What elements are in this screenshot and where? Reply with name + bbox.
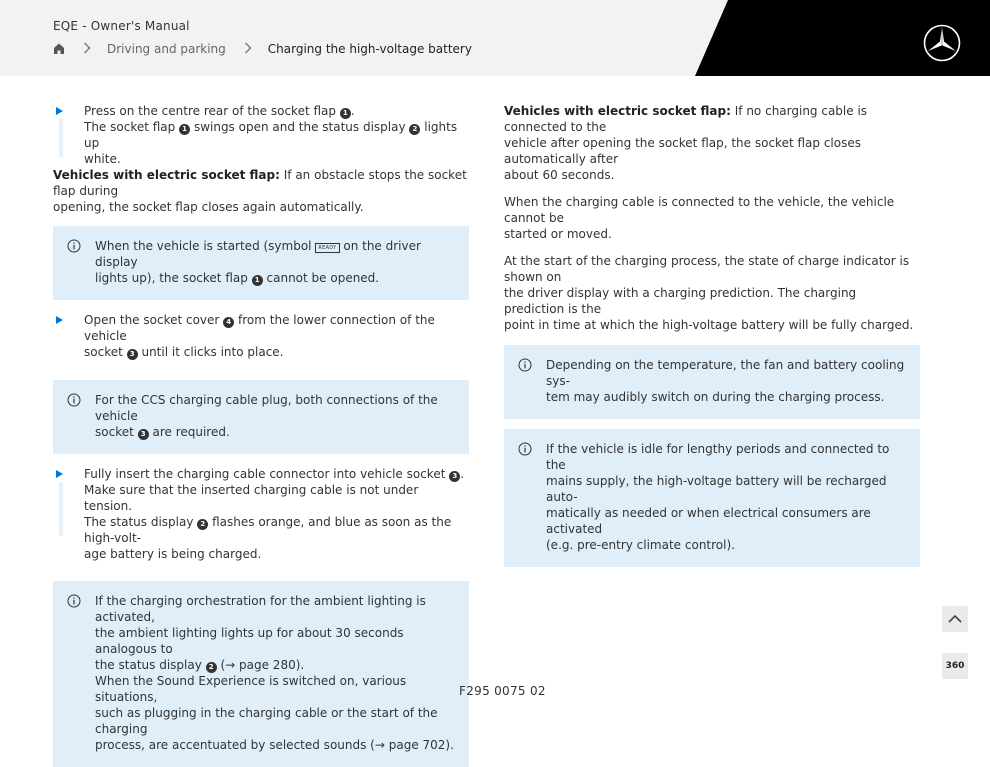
header-bar xyxy=(0,0,990,76)
step-open-flap xyxy=(53,103,469,167)
info-box-fan: Depending on the temperature, the fan and battery cooling sys- tem may audibly switch on during the charging process. xyxy=(504,345,920,419)
chevron-right-icon xyxy=(244,42,254,56)
step-3-result: The status display 2 flashes orange, and blue as soon as the high-volt- xyxy=(84,515,452,545)
link-page-702[interactable]: process, are accentuated by selected sounds (→ page 702). xyxy=(95,738,454,752)
info-icon xyxy=(518,358,532,372)
step-open-cover xyxy=(53,312,469,360)
callout-1: 1 xyxy=(252,275,263,286)
document-code: F295 0075 02 xyxy=(459,684,546,698)
paragraph-cannot-start: When the charging cable is connected to the vehicle, the vehicle cannot be started or moved. xyxy=(504,195,895,241)
note-electric-flap-right: Vehicles with electric socket flap: If no charging cable is connected to the vehicle after opening the socket flap, the socket flap closes automatically after about 60 seconds. xyxy=(504,104,868,182)
callout-4: 4 xyxy=(223,317,234,328)
callout-3: 3 xyxy=(449,471,460,482)
step-1: Press on the centre rear of the socket flap 1 . xyxy=(53,103,469,119)
callout-3: 3 xyxy=(127,349,138,360)
step-3: Fully insert the charging cable connector into vehicle socket 3 . xyxy=(53,466,469,482)
note-electric-flap: Vehicles with electric socket flap: If an obstacle stops the socket flap during opening, the socket flap closes again automatically. xyxy=(53,168,467,214)
chevron-right-icon xyxy=(83,42,93,56)
callout-2: 2 xyxy=(197,519,208,530)
callout-3: 3 xyxy=(138,429,149,440)
scroll-top-button[interactable] xyxy=(942,606,968,632)
chevron-up-icon xyxy=(942,606,968,632)
callout-2: 2 xyxy=(206,662,217,673)
callout-2: 2 xyxy=(409,124,420,135)
step-arrow-icon xyxy=(56,470,63,478)
callout-1: 1 xyxy=(340,108,351,119)
step-3-sub: Make sure that the inserted charging cable is not under tension. xyxy=(84,483,419,513)
step-3-result-cont: age battery is being charged. xyxy=(84,547,262,561)
info-box-idle: If the vehicle is idle for lengthy periods and connected to the mains supply, the high-voltage battery will be recharged auto- matically as needed or when electrical consumers are activated (e.g. pre-entry climate control). xyxy=(504,429,920,567)
breadcrumb-item-charging[interactable]: Charging the high-voltage battery xyxy=(267,42,472,56)
step-2: Open the socket cover 4 from the lower connection of the vehicle socket 3 until it clicks into place. xyxy=(53,312,469,360)
breadcrumb-item-driving[interactable]: Driving and parking xyxy=(107,42,226,56)
breadcrumb xyxy=(53,42,472,56)
info-box-ambient: If the charging orchestration for the ambient lighting is activated, the ambient lighting lights up for about 30 seconds analogous to the status display 2 (→ page 280). When the Sound Experience is switched on, various situations, such as plugging in the charging cable or the start of the charging process, are accentuated by selected sounds (→ page 702). xyxy=(53,581,469,767)
info-icon xyxy=(518,442,532,456)
ready-symbol: READY xyxy=(315,243,339,253)
step-1-result: The socket flap 1 swings open and the status display 2 lights up white. xyxy=(84,120,458,166)
home-icon[interactable] xyxy=(53,42,65,56)
step-1-text: Press on the centre rear of the socket flap xyxy=(84,104,337,118)
document-title: EQE - Owner's Manual xyxy=(53,19,190,33)
step-arrow-icon xyxy=(56,107,63,115)
step-insert-cable xyxy=(53,466,469,562)
step-arrow-icon xyxy=(56,316,63,324)
callout-1: 1 xyxy=(179,124,190,135)
info-icon xyxy=(67,594,81,608)
info-icon xyxy=(67,239,81,253)
mercedes-star-logo[interactable] xyxy=(922,23,962,63)
left-column xyxy=(53,103,469,767)
info-box-ccs: For the CCS charging cable plug, both connections of the vehicle socket 3 are required. xyxy=(53,380,469,454)
paragraph-charge-prediction: At the start of the charging process, the state of charge indicator is shown on the driver display with a charging prediction. The charging prediction is the point in time at which the high-voltage battery will be fully charged. xyxy=(504,254,914,332)
page-number-badge[interactable]: 360 xyxy=(942,653,968,679)
info-icon xyxy=(67,393,81,407)
right-column xyxy=(504,103,920,567)
link-page-280[interactable]: (→ page 280). xyxy=(220,658,305,672)
info-box-ready: When the vehicle is started (symbol READY on the driver display lights up), the socket flap 1 cannot be opened. xyxy=(53,226,469,300)
